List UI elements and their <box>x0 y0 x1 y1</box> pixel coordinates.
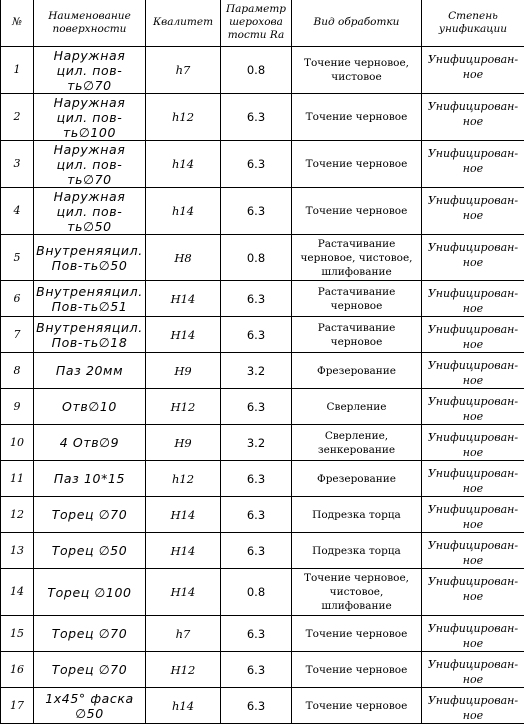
unification-degree: Унифицирован-ное <box>422 461 524 497</box>
kvalitet: H14 <box>146 317 221 353</box>
table-row <box>1 652 524 688</box>
unification-degree: Унифицирован-ное <box>422 688 524 724</box>
roughness-ra: 3.2 <box>221 353 292 389</box>
table-row <box>1 461 524 497</box>
roughness-ra: 6.3 <box>221 389 292 425</box>
table-row <box>1 616 524 652</box>
processing-type: Сверление <box>292 389 422 425</box>
row-number: 10 <box>1 425 34 461</box>
roughness-ra: 6.3 <box>221 141 292 188</box>
row-number: 5 <box>1 235 34 281</box>
surface-name: Торец ∅100 <box>34 569 146 616</box>
roughness-ra: 3.2 <box>221 425 292 461</box>
header-roughness: Параметр шерохова тости Ra <box>221 0 292 47</box>
row-number: 17 <box>1 688 34 724</box>
kvalitet: h14 <box>146 688 221 724</box>
processing-type: Точение черновое <box>292 652 422 688</box>
row-number: 14 <box>1 569 34 616</box>
unification-degree: Унифицирован-ное <box>422 47 524 94</box>
processing-type: Сверление, зенкерование <box>292 425 422 461</box>
row-number: 12 <box>1 497 34 533</box>
kvalitet: H9 <box>146 353 221 389</box>
kvalitet: h12 <box>146 461 221 497</box>
processing-type: Точение черновое <box>292 94 422 141</box>
roughness-ra: 6.3 <box>221 497 292 533</box>
header-row <box>1 0 524 47</box>
row-number: 4 <box>1 188 34 235</box>
processing-type: Точение черновое <box>292 688 422 724</box>
processing-type: Точение черновое <box>292 188 422 235</box>
table-row <box>1 47 524 94</box>
surface-name: Отв∅10 <box>34 389 146 425</box>
table-row <box>1 235 524 281</box>
unification-degree: Унифицирован-ное <box>422 425 524 461</box>
roughness-ra: 0.8 <box>221 235 292 281</box>
row-number: 2 <box>1 94 34 141</box>
processing-type: Точение черновое, чистовое <box>292 47 422 94</box>
header-kvalitet: Квалитет <box>146 0 221 47</box>
kvalitet: H12 <box>146 652 221 688</box>
surface-name: Внутреняяцил. Пов-ть∅18 <box>34 317 146 353</box>
roughness-ra: 6.3 <box>221 652 292 688</box>
header-unification: Степень унификации <box>422 0 524 47</box>
processing-type: Точение черновое, чистовое, шлифование <box>292 569 422 616</box>
roughness-ra: 6.3 <box>221 688 292 724</box>
row-number: 13 <box>1 533 34 569</box>
processing-type: Фрезерование <box>292 461 422 497</box>
table-row <box>1 533 524 569</box>
processing-type: Точение черновое <box>292 141 422 188</box>
unification-degree: Унифицирован-ное <box>422 389 524 425</box>
table-row <box>1 188 524 235</box>
table-row <box>1 281 524 317</box>
table-row <box>1 389 524 425</box>
unification-degree: Унифицирован-ное <box>422 235 524 281</box>
unification-degree: Унифицирован-ное <box>422 569 524 616</box>
row-number: 8 <box>1 353 34 389</box>
surface-name: Наружная цил. пов-ть∅70 <box>34 47 146 94</box>
row-number: 1 <box>1 47 34 94</box>
unification-degree: Унифицирован-ное <box>422 353 524 389</box>
processing-type: Подрезка торца <box>292 497 422 533</box>
roughness-ra: 6.3 <box>221 94 292 141</box>
row-number: 15 <box>1 616 34 652</box>
surface-name: 1х45° фаска ∅50 <box>34 688 146 724</box>
surface-name: Паз 20мм <box>34 353 146 389</box>
kvalitet: h7 <box>146 47 221 94</box>
table-row <box>1 317 524 353</box>
surface-name: Паз 10*15 <box>34 461 146 497</box>
processing-type: Растачивание черновое, чистовое, шлифование <box>292 235 422 281</box>
header-name: Наименование поверхности <box>34 0 146 47</box>
roughness-ra: 6.3 <box>221 461 292 497</box>
processing-type: Фрезерование <box>292 353 422 389</box>
kvalitet: H8 <box>146 235 221 281</box>
processing-type: Подрезка торца <box>292 533 422 569</box>
unification-degree: Унифицирован-ное <box>422 533 524 569</box>
table-row <box>1 688 524 724</box>
table-row <box>1 497 524 533</box>
surface-name: Торец ∅50 <box>34 533 146 569</box>
surface-name: Наружная цил. пов-ть∅50 <box>34 188 146 235</box>
roughness-ra: 6.3 <box>221 533 292 569</box>
kvalitet: H9 <box>146 425 221 461</box>
table-row <box>1 94 524 141</box>
surface-name: Наружная цил. пов-ть∅70 <box>34 141 146 188</box>
kvalitet: H14 <box>146 533 221 569</box>
kvalitet: H14 <box>146 281 221 317</box>
processing-type: Точение черновое <box>292 616 422 652</box>
kvalitet: H14 <box>146 569 221 616</box>
table-body <box>1 47 524 724</box>
surface-name: Торец ∅70 <box>34 497 146 533</box>
header-processing: Вид обработки <box>292 0 422 47</box>
row-number: 6 <box>1 281 34 317</box>
processing-type: Растачивание черновое <box>292 281 422 317</box>
roughness-ra: 0.8 <box>221 47 292 94</box>
table-row <box>1 569 524 616</box>
unification-degree: Унифицирован-ное <box>422 652 524 688</box>
row-number: 7 <box>1 317 34 353</box>
row-number: 9 <box>1 389 34 425</box>
roughness-ra: 6.3 <box>221 281 292 317</box>
unification-degree: Унифицирован-ное <box>422 94 524 141</box>
table-row <box>1 353 524 389</box>
header-num: № <box>1 0 34 47</box>
row-number: 11 <box>1 461 34 497</box>
kvalitet: h14 <box>146 188 221 235</box>
row-number: 3 <box>1 141 34 188</box>
roughness-ra: 6.3 <box>221 317 292 353</box>
unification-degree: Унифицирован-ное <box>422 317 524 353</box>
surface-name: Торец ∅70 <box>34 616 146 652</box>
roughness-ra: 6.3 <box>221 616 292 652</box>
table-row <box>1 425 524 461</box>
kvalitet: h12 <box>146 94 221 141</box>
unification-degree: Унифицирован-ное <box>422 497 524 533</box>
surface-name: Внутреняяцил. Пов-ть∅51 <box>34 281 146 317</box>
surface-name: 4 Отв∅9 <box>34 425 146 461</box>
roughness-ra: 6.3 <box>221 188 292 235</box>
surface-name: Наружная цил. пов-ть∅100 <box>34 94 146 141</box>
kvalitet: H14 <box>146 497 221 533</box>
row-number: 16 <box>1 652 34 688</box>
kvalitet: H12 <box>146 389 221 425</box>
table-row <box>1 141 524 188</box>
kvalitet: h7 <box>146 616 221 652</box>
surface-name: Внутреняяцил. Пов-ть∅50 <box>34 235 146 281</box>
unification-degree: Унифицирован-ное <box>422 281 524 317</box>
unification-degree: Унифицирован-ное <box>422 188 524 235</box>
processing-type: Растачивание черновое <box>292 317 422 353</box>
kvalitet: h14 <box>146 141 221 188</box>
roughness-ra: 0.8 <box>221 569 292 616</box>
surface-name: Торец ∅70 <box>34 652 146 688</box>
unification-degree: Унифицирован-ное <box>422 616 524 652</box>
unification-degree: Унифицирован-ное <box>422 141 524 188</box>
